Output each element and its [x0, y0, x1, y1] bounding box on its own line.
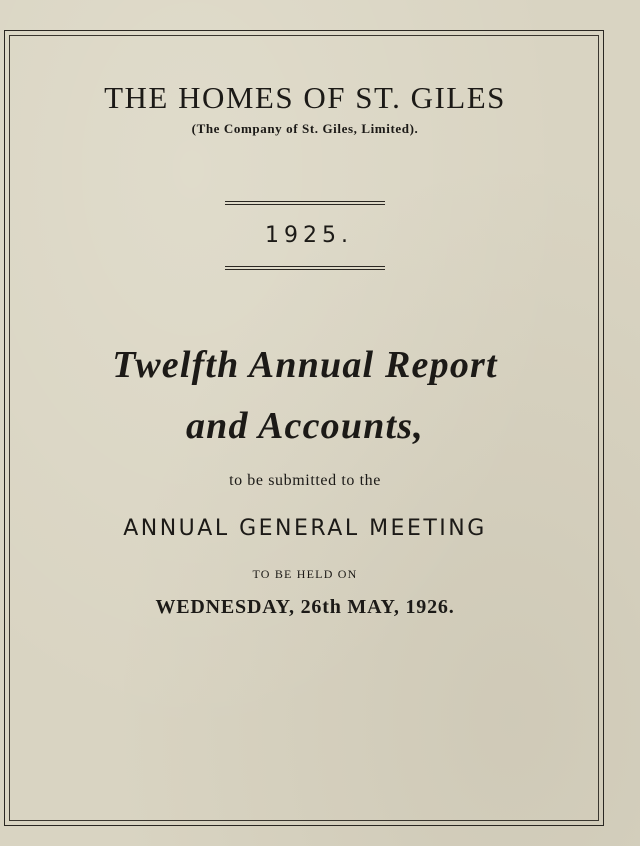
double-rule-bottom [225, 266, 385, 270]
double-rule-top [225, 201, 385, 205]
report-title-line-2: and Accounts, [185, 405, 424, 447]
meeting-title: ANNUAL GENERAL MEETING [123, 516, 487, 541]
submitted-text: to be submitted to the [229, 472, 381, 489]
report-title-line-1: Twelfth Annual Report [112, 344, 498, 386]
organization-title: THE HOMES OF ST. GILES [104, 80, 506, 115]
report-year: 1925. [265, 223, 353, 248]
organization-subtitle: (The Company of St. Giles, Limited). [191, 121, 419, 136]
meeting-date: WEDNESDAY, 26th MAY, 1926. [155, 596, 455, 618]
held-on-text: TO BE HELD ON [252, 567, 358, 581]
